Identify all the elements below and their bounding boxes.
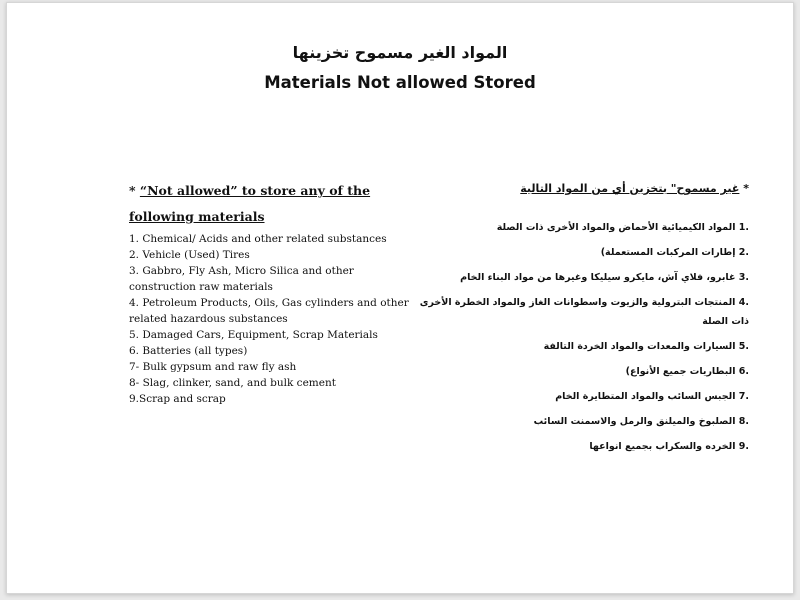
english-heading-prefix: * [129,183,140,198]
list-item: 4. Petroleum Products, Oils, Gas cylinders and other related hazardous substances [129,297,409,325]
english-heading [129,178,419,230]
list-item: .2 إطارات المركبات المستعملة) [600,247,749,258]
arabic-heading [417,178,749,200]
title-arabic: المواد الغير مسموح تخزينها [292,43,508,62]
list-item: 9.Scrap and scrap [129,393,226,405]
list-item: 1. Chemical/ Acids and other related substances [129,233,387,245]
list-item: .6 البطاريات جميع الأنواع) [625,366,749,377]
list-item: .4 المنتجات البترولية والزيوت واسطوانات الغاز والمواد الخطرة الأخرى ذات الصلة [419,297,749,327]
english-materials-list [129,231,419,407]
list-item: 6. Batteries (all types) [129,345,248,357]
arabic-column [417,178,749,462]
english-column [129,178,419,407]
arabic-heading-text: غير مسموح" بتخزين أي من المواد التالية [520,182,740,195]
list-item: .7 الجبس السائب والمواد المتطايرة الخام [555,391,749,402]
list-item: .9 الخرده والسكراب بجميع انواعها [589,441,749,452]
arabic-materials-list [417,218,749,456]
list-item: 5. Damaged Cars, Equipment, Scrap Materials [129,329,378,341]
list-item: 8- Slag, clinker, sand, and bulk cement [129,377,336,389]
english-heading-text: “Not allowed” to store any of the following materials [129,183,371,224]
list-item: 3. Gabbro, Fly Ash, Micro Silica and other construction raw materials [129,265,354,293]
title-english: Materials Not allowed Stored [264,73,536,92]
document-page [6,2,794,594]
list-item: .3 غابرو، فلاي آش، مايكرو سيليكا وغيرها من مواد البناء الخام [460,272,749,283]
list-item: .8 الصلبوخ والميلنق والرمل والاسمنت السائب [533,416,749,427]
list-item: 2. Vehicle (Used) Tires [129,249,250,261]
list-item: .5 السيارات والمعدات والمواد الخردة التالفة [543,341,749,352]
list-item: .1 المواد الكيميائية الأحماض والمواد الأخرى ذات الصلة [496,222,749,233]
list-item: 7- Bulk gypsum and raw fly ash [129,361,297,373]
arabic-heading-prefix: * [739,182,749,195]
